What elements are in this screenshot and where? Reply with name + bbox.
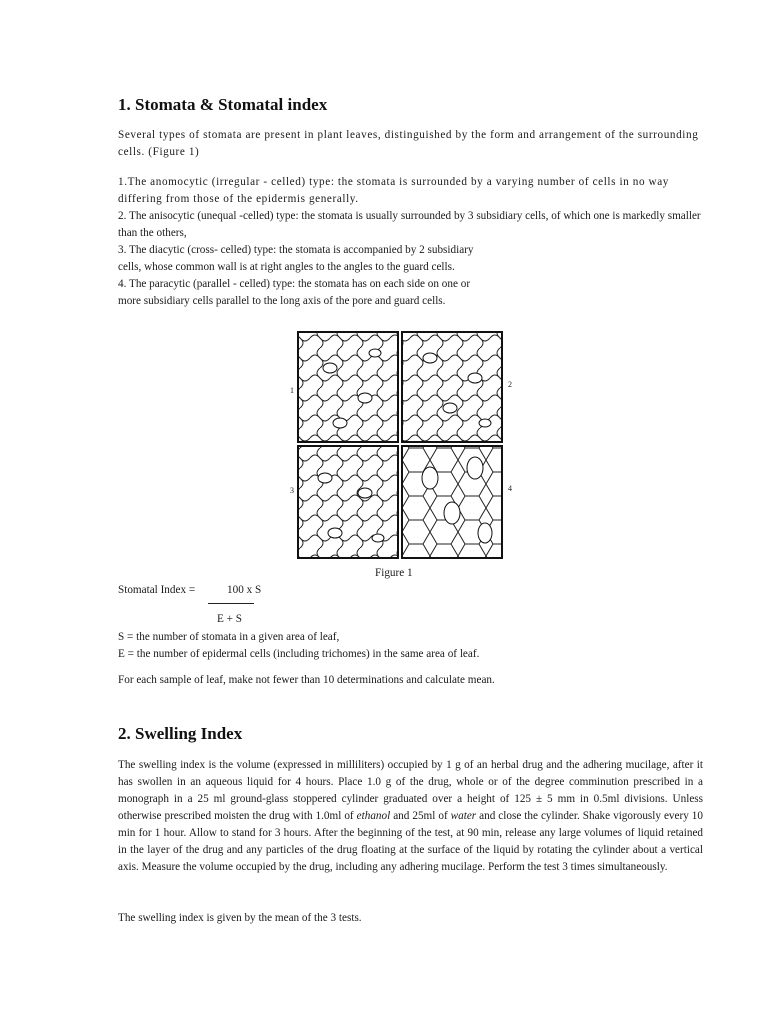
section1-heading: 1. Stomata & Stomatal index	[118, 95, 328, 114]
formula-numerator: 100 x S	[227, 584, 262, 596]
formula-definitions	[118, 629, 703, 663]
fraction-bar	[208, 603, 254, 604]
type-diacytic: 3. The diacytic (cross- celled) type: the stomata is accompanied by 2 subsidiary	[118, 244, 474, 256]
section2-heading: 2. Swelling Index	[118, 724, 243, 743]
figure-panel-4	[402, 446, 502, 558]
section2-conclusion: The swelling index is given by the mean of the 3 tests.	[118, 912, 362, 924]
type-diacytic-cont: cells, whose common wall is at right angles to the angles to the guard cells.	[118, 261, 455, 273]
figure-label-3: 3	[290, 486, 294, 495]
section1-intro: Several types of stomata are present in plant leaves, distinguished by the form and arrangement of the surrounding cells. (Figure 1)	[118, 129, 699, 158]
figure-panel-3	[298, 446, 398, 558]
type-anisocytic: 2. The anisocytic (unequal -celled) type: the stomata is usually surrounded by 3 subsidiary cells, of which one is markedly smaller than the others,	[118, 210, 701, 239]
sample-note: For each sample of leaf, make not fewer than 10 determinations and calculate mean.	[118, 674, 495, 686]
type-paracytic: 4. The paracytic (parallel - celled) type: the stomata has on each side on one or	[118, 278, 471, 290]
figure-label-2: 2	[508, 380, 512, 389]
stomata-figure	[290, 328, 520, 562]
type-paracytic-cont: more subsidiary cells parallel to the long axis of the pore and guard cells.	[118, 295, 446, 307]
stomata-figure-svg	[290, 328, 520, 562]
figure-label-4: 4	[508, 484, 512, 493]
stomata-types-list	[118, 174, 703, 310]
section2-body: The swelling index is the volume (expressed in milliliters) occupied by 1 g of an herbal drug and the adhering mucilage, after it has swollen in an aqueous liquid for 4 hours. Place 1.0 g of the drug, whole or of the degree comminution prescribed in a monograph in a 25 ml ground-glass stoppered cylinder graduated over a height of 125 ± 5 mm in 0.5ml divisions. Unless otherwise prescribed moisten the drug with 1.0ml of ethanol and 25ml of water and close the cylinder. Shake vigorously every 10 min for 1 hour. Allow to stand for 3 hours. After the beginning of the test, at 90 min, release any large volumes of liquid retained in the layer of the drug and any particles of the drug floating at the surface of the liquid by rotating the cylinder about a vertical axis. Measure the volume occupied by the drug, including any adhering mucilage. Perform the test 3 times simultaneously.	[118, 759, 703, 873]
formula-denominator: E + S	[217, 613, 242, 625]
definition-s: S = the number of stomata in a given area of leaf,	[118, 631, 340, 643]
figure-panel-2	[402, 332, 502, 442]
type-anomocytic: 1.The anomocytic (irregular - celled) type: the stomata is surrounded by a varying number of cells in no way differing from those of the epidermis generally.	[118, 176, 669, 205]
figure-panel-1	[298, 332, 398, 442]
definition-e: E = the number of epidermal cells (including trichomes) in the same area of leaf.	[118, 648, 480, 660]
formula-label: Stomatal Index =	[118, 584, 196, 596]
figure-label-1: 1	[290, 386, 294, 395]
figure-caption: Figure 1	[375, 567, 413, 579]
